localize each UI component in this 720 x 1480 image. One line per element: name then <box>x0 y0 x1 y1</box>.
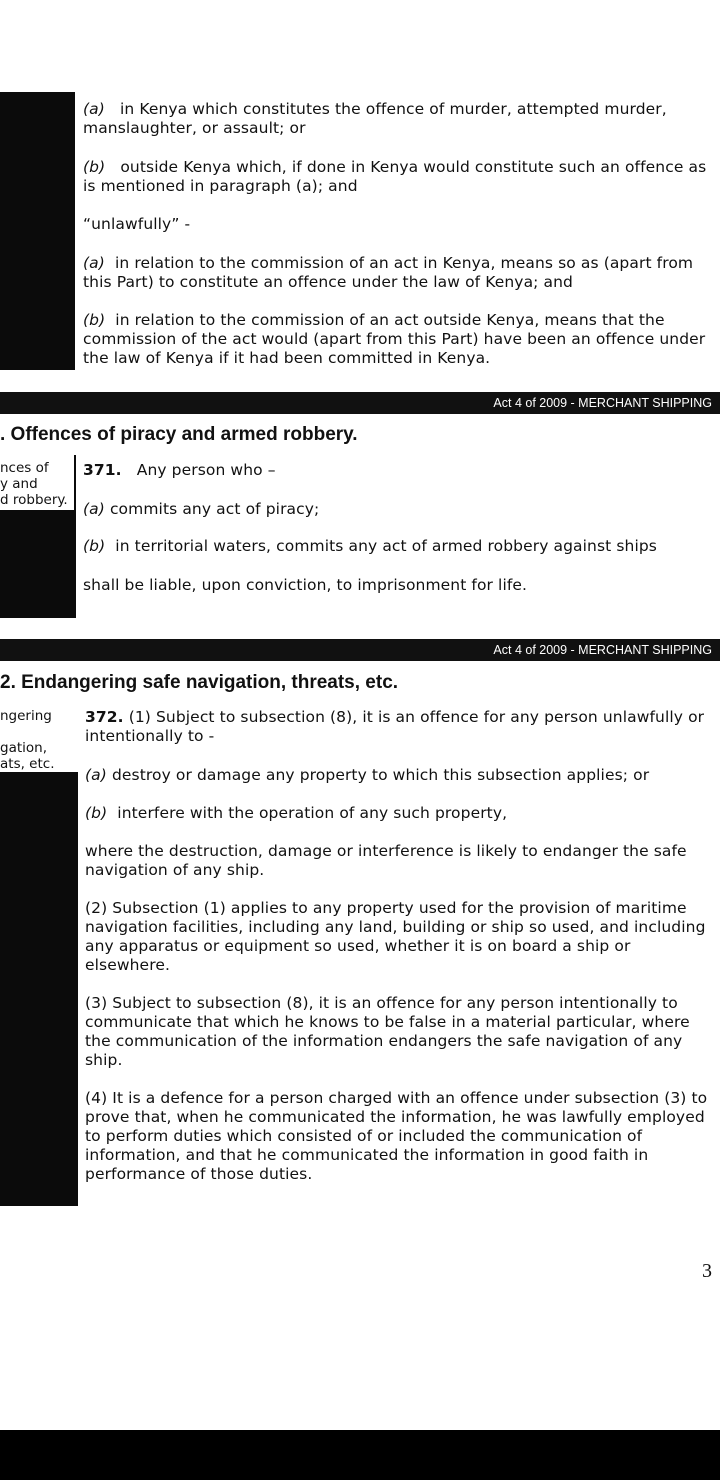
bottom-black-strip <box>0 1430 720 1480</box>
section-372-where: where the destruction, damage or interference is likely to endanger the safe navigation of any ship. <box>85 842 687 879</box>
section-371-side-note: nces of y and d robbery. <box>0 460 68 508</box>
def-para-b-outside: (b) outside Kenya which, if done in Kenya would constitute such an offence as is mentioned in paragraph (a); and <box>83 158 707 195</box>
section-371-para-a: (a) commits any act of piracy; <box>83 500 320 518</box>
page-number: 3 <box>702 1260 712 1282</box>
section-372-sub3: (3) Subject to subsection (8), it is an offence for any person intentionally to communicate that which he knows to be false in a material particular, where the communication of the information endangers the safe navigation of any ship. <box>85 994 690 1069</box>
section-372-para-a: (a) destroy or damage any property to which this subsection applies; or <box>85 766 650 784</box>
act-header-bar-2: Act 4 of 2009 - MERCHANT SHIPPING <box>0 639 720 661</box>
section-371-tail: shall be liable, upon conviction, to imprisonment for life. <box>83 576 528 594</box>
margin-block-top <box>0 92 75 370</box>
section-372-lead: 372. (1) Subject to subsection (8), it is an offence for any person unlawfully or intentionally to - <box>85 708 705 745</box>
section-371-heading: . Offences of piracy and armed robbery. <box>0 424 358 445</box>
section-371-lead: 371. Any person who – <box>83 461 276 479</box>
margin-block-371b <box>0 510 76 618</box>
section-372-sub2: (2) Subsection (1) applies to any property used for the provision of maritime navigation facilities, including any land, building or ship so used, and including any apparatus or equipment so used, whether it is on board a ship or elsewhere. <box>85 899 706 974</box>
def-para-a-murder: (a) in Kenya which constitutes the offence of murder, attempted murder, manslaughter, or assault; or <box>83 100 667 137</box>
act-header-bar: Act 4 of 2009 - MERCHANT SHIPPING <box>0 392 720 414</box>
def-para-b-outside-kenya: (b) in relation to the commission of an act outside Kenya, means that the commission of the act would (apart from this Part) have been an offence under the law of Kenya if it had been committed in Kenya. <box>83 311 706 367</box>
section-372-side-note: ngering gation, ats, etc. <box>0 708 55 772</box>
def-para-a-kenya: (a) in relation to the commission of an act in Kenya, means so as (apart from this Part) to constitute an offence under the law of Kenya; and <box>83 254 694 291</box>
margin-block-372 <box>0 772 78 1206</box>
section-371-para-b: (b) in territorial waters, commits any act of armed robbery against ships <box>83 537 657 555</box>
section-372-heading: 2. Endangering safe navigation, threats, etc. <box>0 672 399 693</box>
def-unlawfully: “unlawfully” - <box>83 215 191 233</box>
section-372-para-b: (b) interfere with the operation of any such property, <box>85 804 508 822</box>
section-372-sub4: (4) It is a defence for a person charged with an offence under subsection (3) to prove that, when he communicated the information, he was lawfully employed to perform duties which consisted of or included the communication of information, and that he communicated the information in good faith in performance of those duties. <box>85 1089 708 1183</box>
